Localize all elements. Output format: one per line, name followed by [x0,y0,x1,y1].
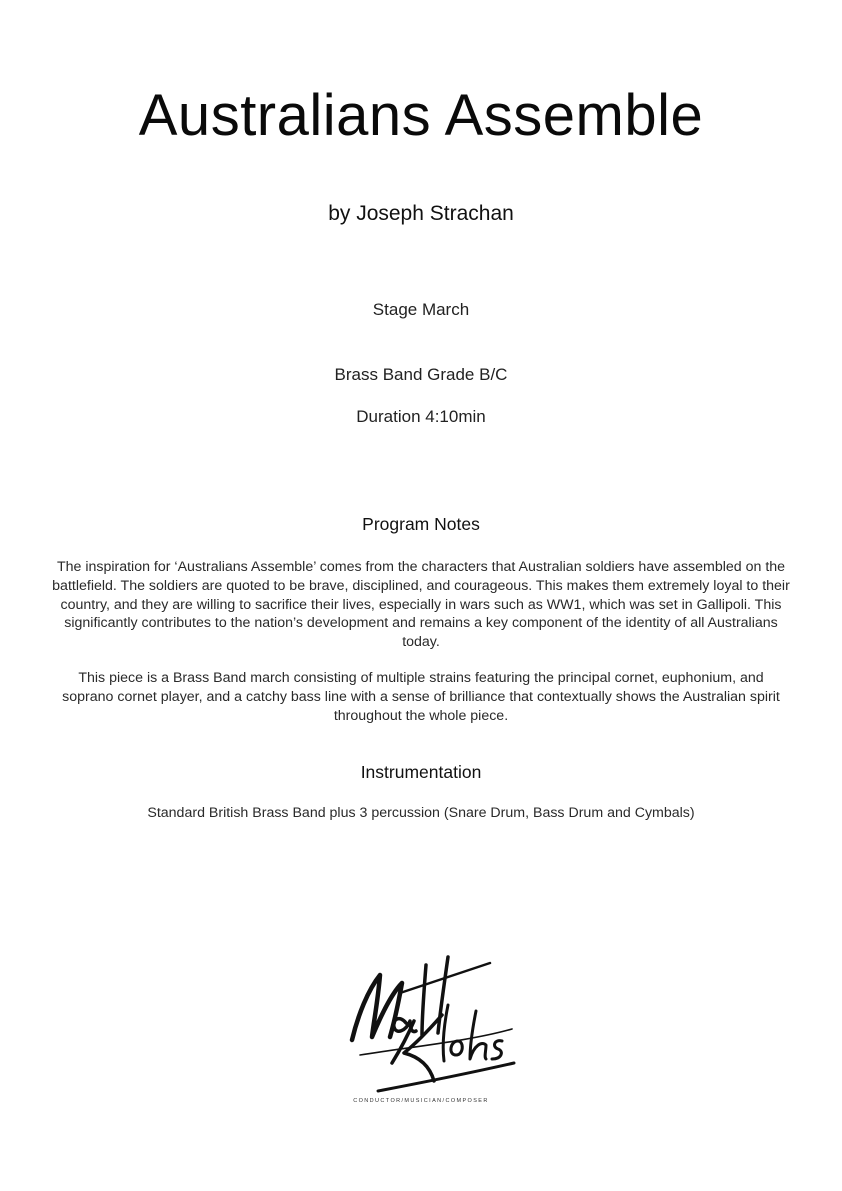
duration-label: Duration 4:10min [356,407,486,426]
instrumentation-text: Standard British Brass Band plus 3 percussion (Snare Drum, Bass Drum and Cymbals) [147,805,695,821]
grade-label: Brass Band Grade B/C [334,365,508,384]
score-title: Australians Assemble [138,83,704,148]
logo-tagline: CONDUCTOR/MUSICIAN/COMPOSER [353,1098,489,1104]
signature-logo [330,945,520,1115]
composer-credit: by Joseph Strachan [328,202,514,225]
instrumentation-heading: Instrumentation [360,762,482,782]
program-notes-paragraph-2: This piece is a Brass Band march consisting of multiple strains featuring the principal cornet, euphonium, and soprano cornet player, and a catchy bass line with a sense of brilliance that contextually shows the Australian spirit throughout the whole piece. [62,670,780,724]
genre-label: Stage March [372,300,470,319]
program-notes-heading: Program Notes [362,514,480,534]
program-notes-paragraph-1: The inspiration for ‘Australians Assemble’ comes from the characters that Australian soldiers have assembled on the battlefield. The soldiers are quoted to be brave, disciplined, and courageous. This makes them extremely loyal to their country, and they are willing to sacrifice their lives, especially in wars such as WW1, which was set in Gallipoli. This significantly contributes to the nation’s development and remains a key component of the identity of all Australians today. [52,559,790,651]
